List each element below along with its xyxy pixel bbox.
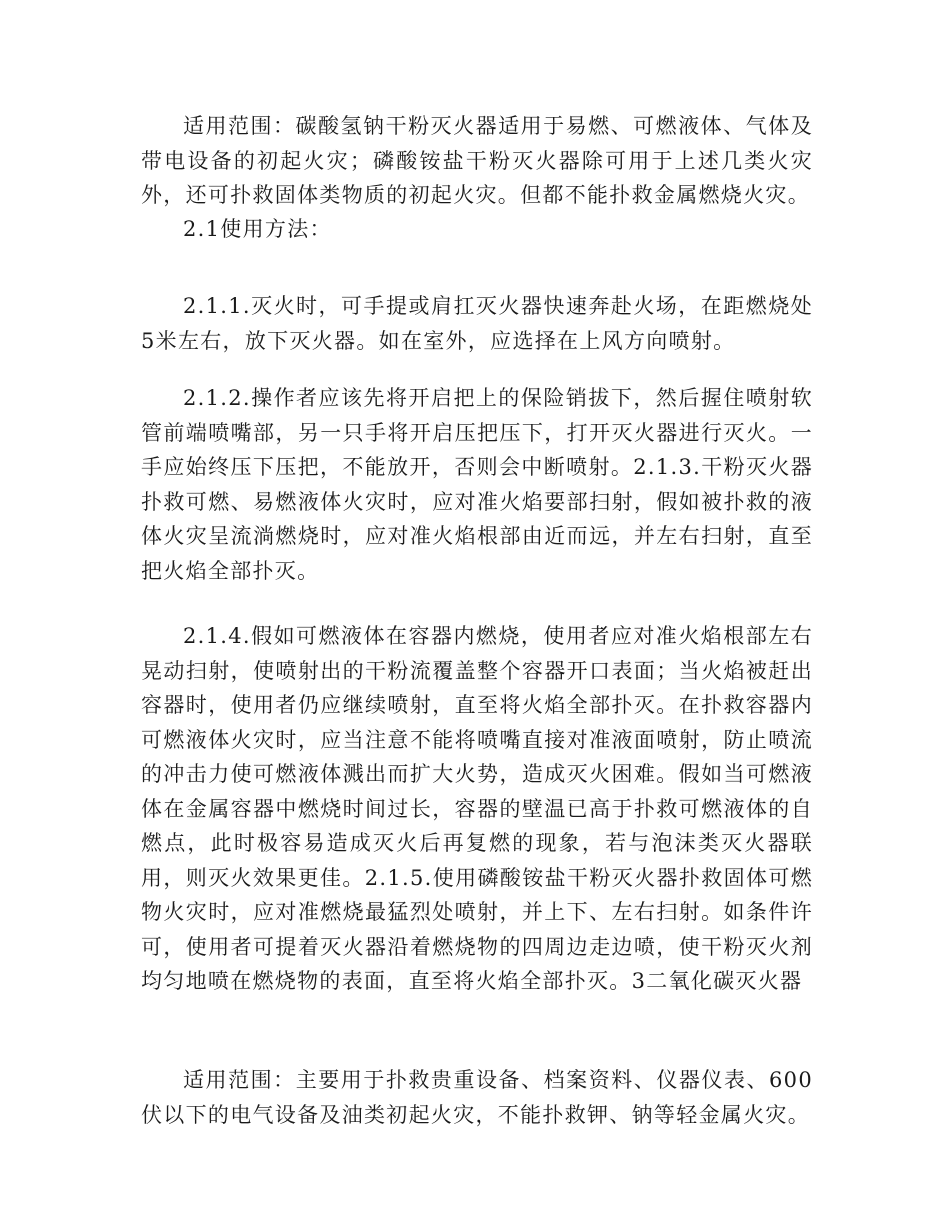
paragraph-step-2-1-1: 2.1.1.灭火时，可手提或肩扛灭火器快速奔赴火场，在距燃烧处5米左右，放下灭火器。如在室外，应选择在上风方向喷射。 xyxy=(141,294,813,353)
paragraph-scope-dry-powder: 适用范围：碳酸氢钠干粉灭火器适用于易燃、可燃液体、气体及带电设备的初起火灾；磷酸铵盐干粉灭火器除可用于上述几类火灾外，还可扑救固体类物质的初起火灾。但都不能扑救金属燃烧火灾。 xyxy=(141,114,813,207)
paragraph-step-2-1-2: 2.1.2.操作者应该先将开启把上的保险销拔下，然后握住喷射软管前端喷嘴部，另一只手将开启压把压下，打开灭火器进行灭火。一手应始终压下压把，不能放开，否则会中断喷射。2.1.3.干粉灭火器扑救可燃、易燃液体火灾时，应对准火焰要部扫射，假如被扑救的液体火灾呈流淌燃烧时，应对准火焰根部由近而远，并左右扫射，直至把火焰全部扑灭。 xyxy=(141,386,813,583)
paragraph-step-2-1-4: 2.1.4.假如可燃液体在容器内燃烧，使用者应对准火焰根部左右晃动扫射，使喷射出的干粉流覆盖整个容器开口表面；当火焰被赶出容器时，使用者仍应继续喷射，直至将火焰全部扑灭。在扑救容器内可燃液体火灾时，应当注意不能将喷嘴直接对准液面喷射，防止喷流的冲击力使可燃液体溅出而扩大火势，造成灭火困难。假如当可燃液体在金属容器中燃烧时间过长，容器的壁温已高于扑救可燃液体的自燃点，此时极容易造成灭火后再复燃的现象，若与泡沫类灭火器联用，则灭火效果更佳。2.1.5.使用磷酸铵盐干粉灭火器扑救固体可燃物火灾时，应对准燃烧最猛烈处喷射，并上下、左右扫射。如条件许可，使用者可提着灭火器沿着燃烧物的四周边走边喷，使干粉灭火剂均匀地喷在燃烧物的表面，直至将火焰全部扑灭。3二氧化碳灭火器 xyxy=(141,624,813,993)
paragraph-scope-co2: 适用范围：主要用于扑救贵重设备、档案资料、仪器仪表、600伏以下的电气设备及油类初起火灾，不能扑救钾、钠等轻金属火灾。 xyxy=(141,1068,813,1127)
paragraph-usage-heading: 2.1使用方法： xyxy=(183,217,332,241)
